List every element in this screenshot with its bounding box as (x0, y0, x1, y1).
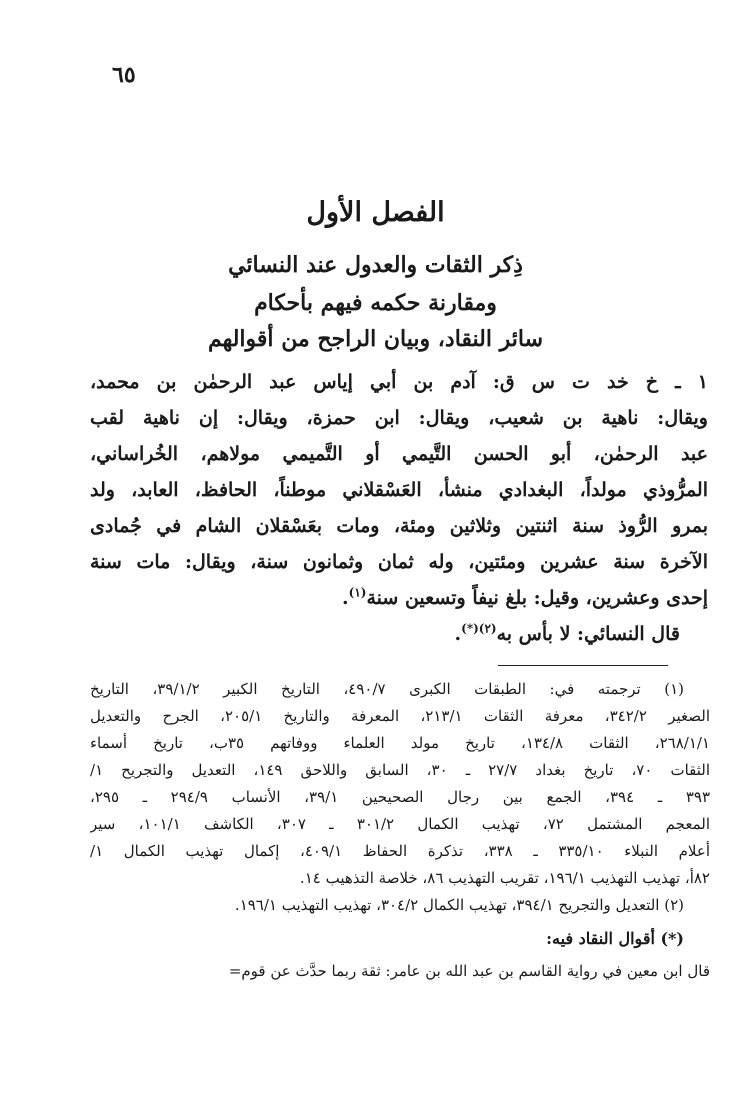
line-end-punct: . (342, 587, 349, 609)
footnote-ref: (١) (348, 585, 367, 600)
entry-line: ويقال: ناهية بن شعيب، ويقال: ابن حمزة، ويقال: إن ناهية لقب (90, 407, 708, 429)
footnote-1-line: الثقات ٧٠، تاريخ بغداد ٢٧/٧ ـ ٣٠، السابق واللاحق ١٤٩، التعديل والتجريح ١/ (90, 761, 710, 779)
footnote-ref: (٢)(*) (461, 621, 497, 636)
chapter-subtitle-line: ومقارنة حكمه فيهم بأحكام (254, 290, 497, 316)
entry-body (90, 364, 708, 652)
entry-line: المرُّوذي مولداً، البغدادي منشأ، العَسْقلاني موطناً، الحافظ، العابد، ولد (90, 479, 708, 501)
line-end-punct: . (454, 623, 462, 645)
chapter-subtitle-line: سائر النقاد، وبيان الراجح من أقوالهم (207, 326, 544, 352)
footnote-1-line: ٣٩٣ ـ ٣٩٤، الجمع بين رجال الصحيحين ٣٩/١، الأنساب ٢٩٤/٩ ـ ٢٩٥، (90, 788, 710, 806)
footnote-1-line: أعلام النبلاء ٣٣٥/١٠ ـ ٣٣٨، تذكرة الحفاظ ٤٠٩/١، إكمال تهذيب الكمال ١/ (90, 842, 710, 860)
footnote-1-line: الصغير ٣٤٢/٢، معرفة الثقات ٢١٣/١، المعرفة والتاريخ ٢٠٥/١، الجرح والتعديل (90, 707, 710, 725)
footnote-2: (٢) التعديل والتجريح ٣٩٤/١، تهذيب الكمال ٣٠٤/٢، تهذيب التهذيب ١٩٦/١. (234, 896, 684, 914)
footnote-1-line: ٨٢أ، تهذيب التهذيب ١٩٦/١، تقريب التهذيب ٨٦، خلاصة التذهيب ١٤. (299, 869, 710, 887)
entry-line (90, 580, 708, 616)
entry-line: عبد الرحمٰن، أبو الحسن التَّيمي أو التَّميمي مولاهم، الخُراساني، (90, 443, 708, 465)
nasai-verdict (90, 616, 708, 652)
footnote-separator (498, 665, 668, 666)
footnotes (90, 676, 710, 985)
chapter-subtitle-line: ذِكر الثقات والعدول عند النسائي (228, 252, 523, 278)
footnote-1-line: ٢٦٨/١/١، الثقات ١٣٤/٨، تاريخ مولد العلماء ووفاتهم ٣٥ب، تاريخ أسماء (90, 734, 710, 752)
entry-line: بمرو الرُّوذ سنة اثنتين وثلاثين ومئة، ومات بعَسْقلان الشام في جُمادى (90, 515, 708, 537)
page-number: ٦٥ (112, 62, 136, 88)
chapter-title: الفصل الأول (306, 197, 445, 228)
footnote-1-line: المعجم المشتمل ٧٢، تهذيب الكمال ٣٠١/٢ ـ ٣٠٧، الكاشف ١٠١/١، سير (90, 815, 710, 833)
critics-sayings-heading: (*) أقوال النقاد فيه: (546, 929, 684, 948)
entry-line: الآخرة سنة عشرين ومئتين، وله ثمان وثمانون سنة، ويقال: مات سنة (90, 551, 708, 573)
entry-line-text: إحدى وعشرين، وقيل: بلغ نيفاً وتسعين سنة (366, 587, 708, 609)
footnote-continuation: قال ابن معين في رواية القاسم بن عبد الله بن عامر: ثقة ربما حدَّث عن قوم= (228, 962, 710, 980)
nasai-verdict-text: قال النسائي: لا بأس به (496, 623, 680, 645)
footnote-1-line: (١) ترجمته في: الطبقات الكبرى ٤٩٠/٧، التاريخ الكبير ٣٩/١/٢، التاريخ (90, 680, 685, 698)
entry-line: ١ ـ خ خد ت س ق: آدم بن أبي إياس عبد الرحمٰن بن محمد، (90, 371, 708, 393)
